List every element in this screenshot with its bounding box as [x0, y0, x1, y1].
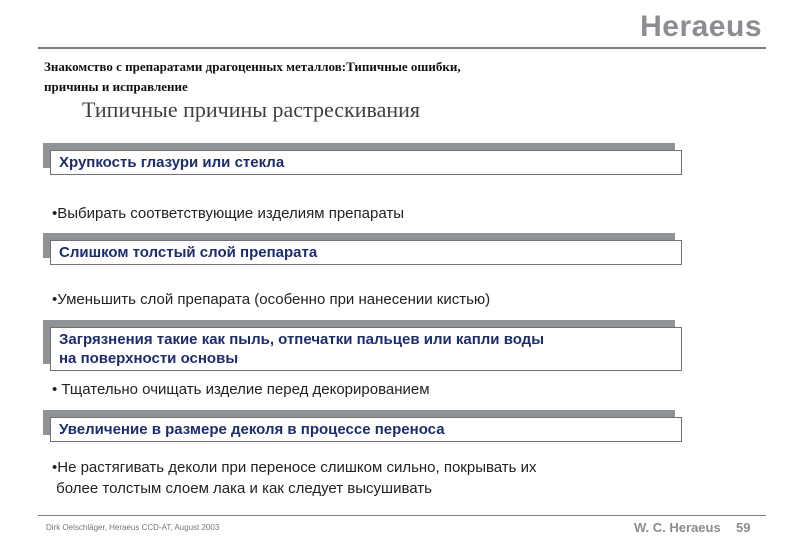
cause-box-contamination [50, 327, 682, 371]
header-divider [38, 47, 766, 49]
subtitle-line-2: причины и исправление [44, 79, 188, 94]
cause-text-line-2: на поверхности основы [59, 350, 239, 367]
remedy-line-2: более толстым слоем лака и как следует высушивать [52, 480, 432, 497]
subtitle-line-1: Знакомство с препаратами драгоценных металлов:Типичные ошибки, [44, 59, 461, 74]
heraeus-logo: Heraeus [640, 10, 762, 43]
remedy-text: •Уменьшить слой препарата (особенно при нанесении кистью) [52, 291, 491, 308]
page-number: 59 [736, 520, 751, 535]
remedy-text [52, 457, 692, 499]
cause-box-glaze-brittleness [50, 150, 682, 175]
cause-text-line-1: Загрязнения такие как пыль, отпечатки пальцев или капли воды [59, 331, 545, 348]
footer-divider [38, 515, 766, 516]
cause-text: Слишком толстый слой препарата [59, 244, 318, 261]
cause-box-decal-stretch [50, 417, 682, 442]
slide-title: Типичные причины растрескивания [82, 97, 421, 122]
remedy-text: • Тщательно очищать изделие перед декорированием [52, 381, 430, 398]
cause-box-thick-layer [50, 240, 682, 265]
remedy-text: •Выбирать соответствующие изделиям препараты [52, 205, 404, 222]
footer-author: Dirk Oelschläger, Heraeus CCD-AT, August 2003 [46, 523, 220, 532]
footer-brand: W. C. Heraeus [634, 520, 721, 535]
slide-subtitle [44, 57, 604, 97]
cause-text: Хрупкость глазури или стекла [59, 154, 285, 171]
cause-text: Увеличение в размере деколя в процессе переноса [59, 421, 445, 438]
remedy-line-1: •Не растягивать деколи при переносе слишком сильно, покрывать их [52, 459, 537, 476]
